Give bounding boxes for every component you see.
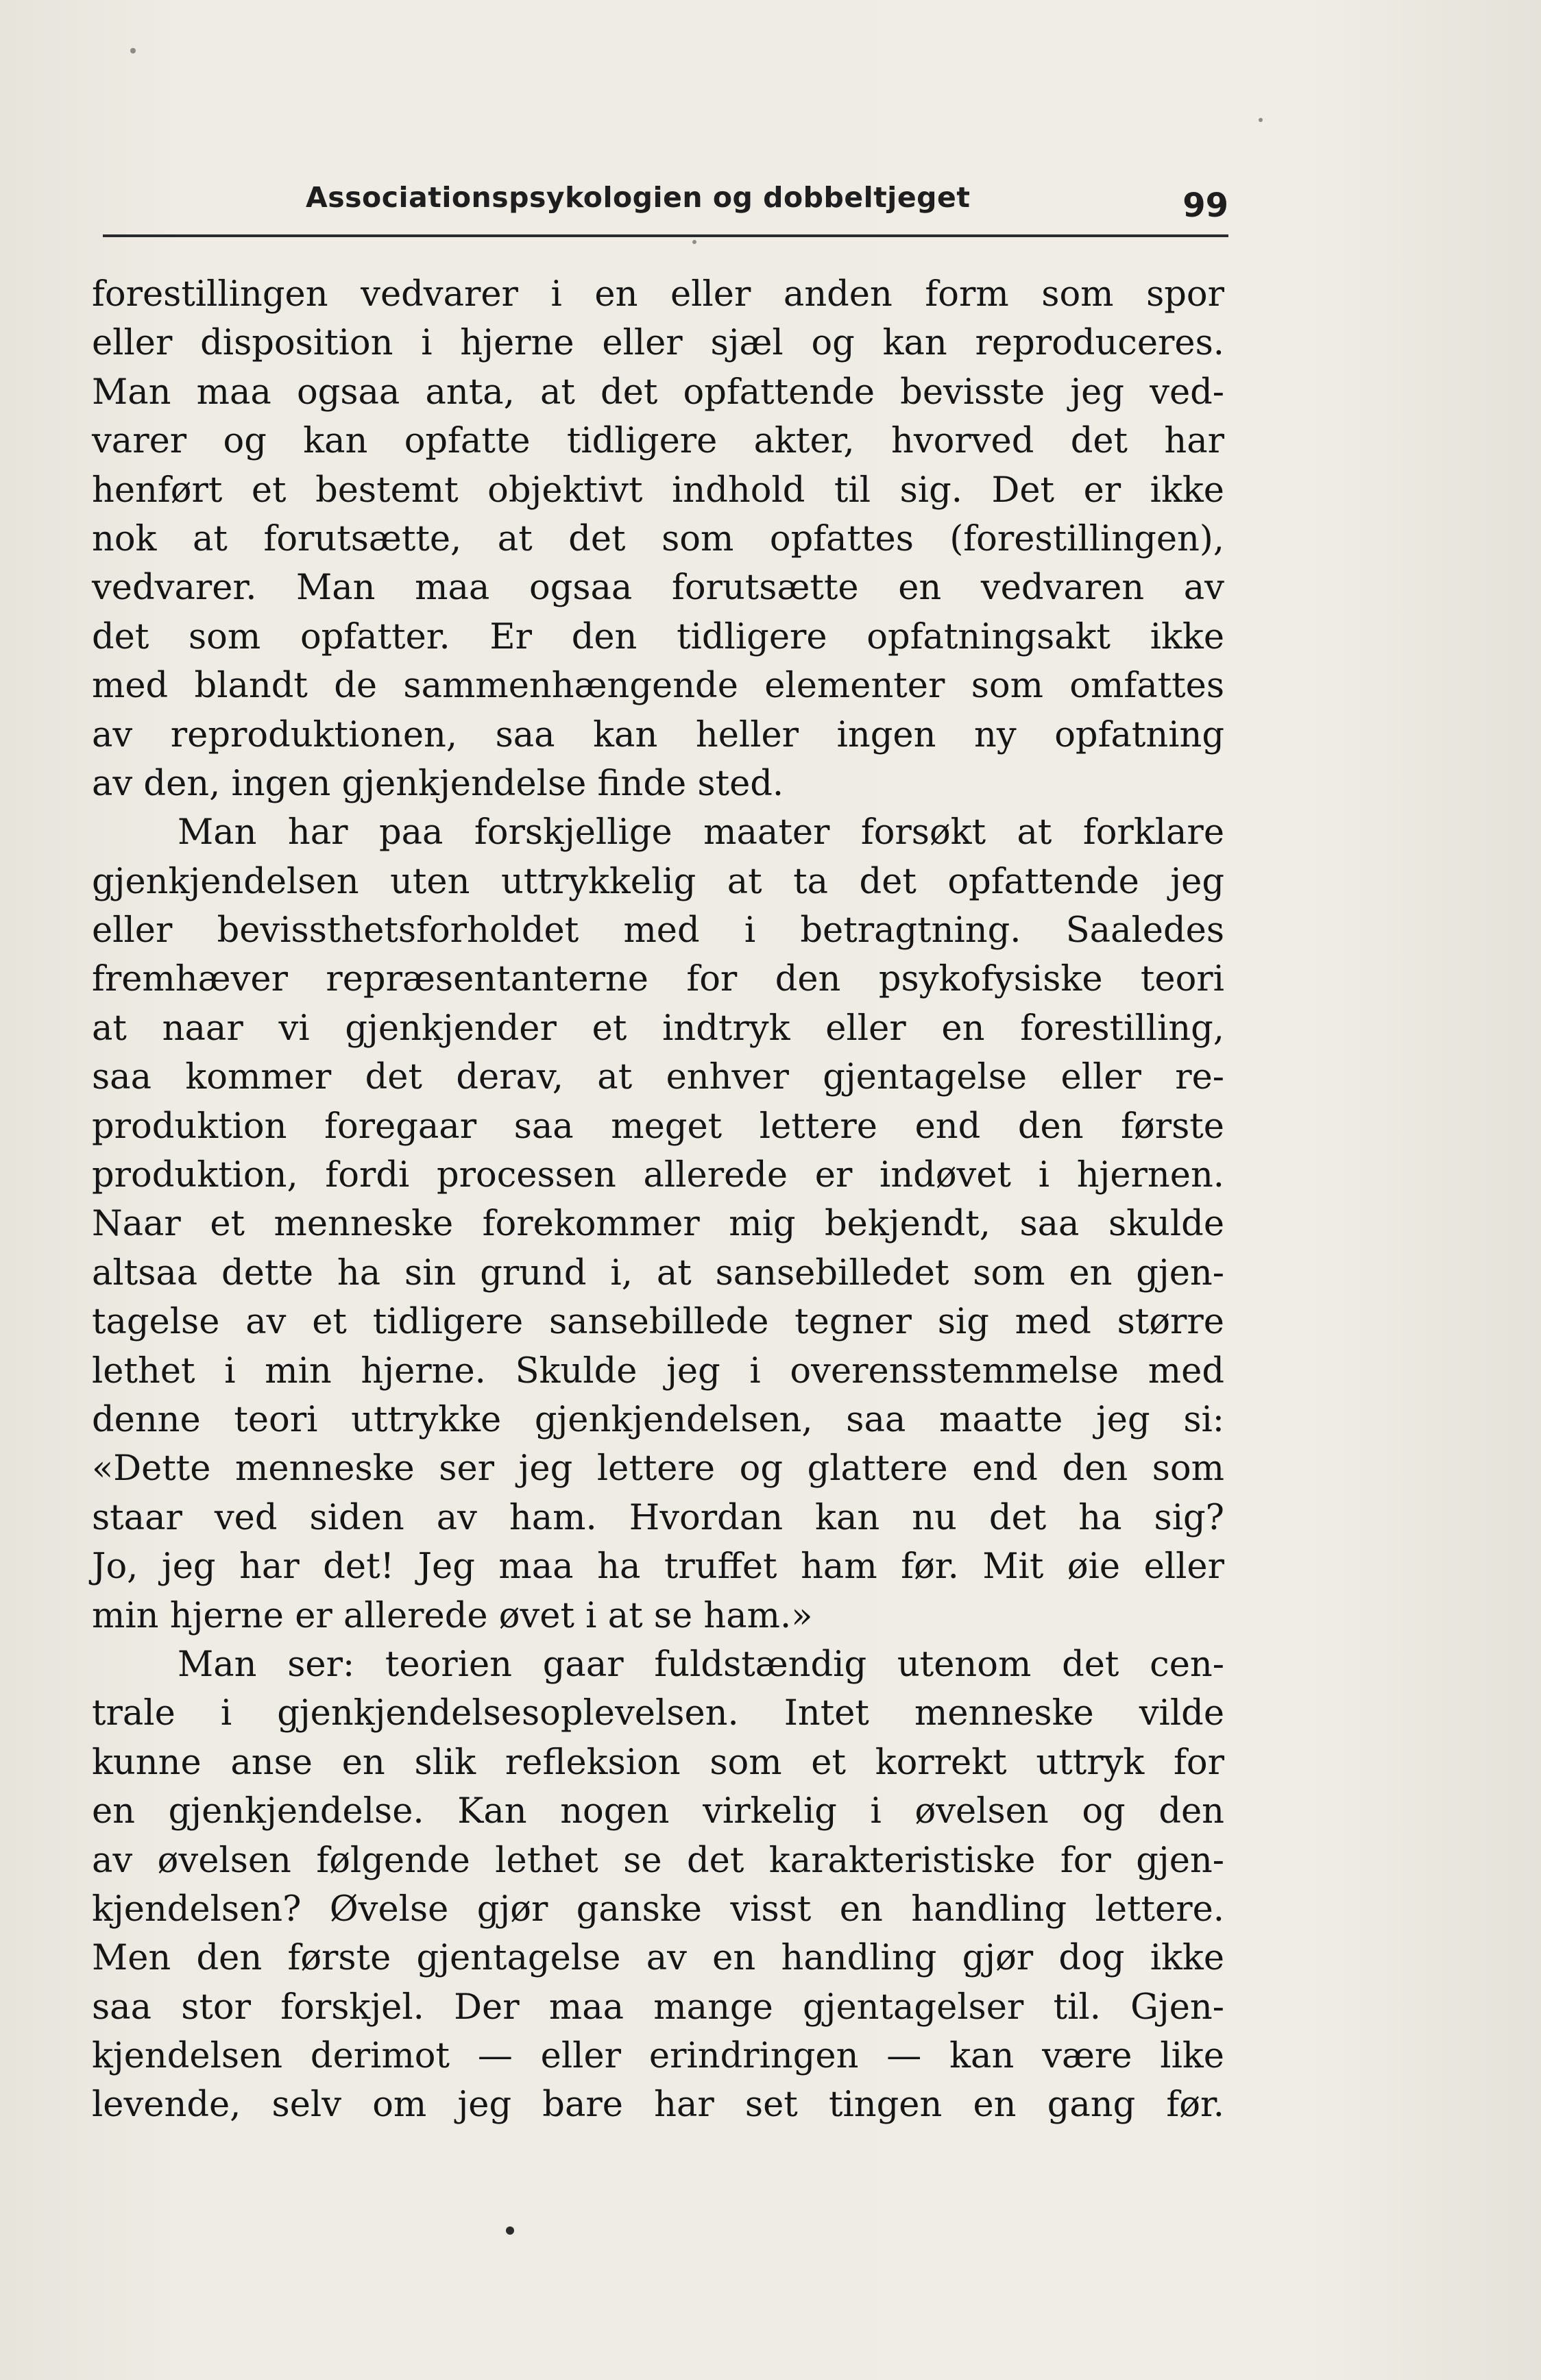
text-line: min hjerne er allerede øvet i at se ham.» (92, 1595, 813, 1636)
text-line: av reproduktionen, saa kan heller ingen ny opfatning (92, 714, 1224, 755)
text-line: henført et bestemt objektivt indhold til sig. Det er ikke (92, 470, 1224, 511)
paper-speck (130, 48, 136, 53)
running-header (103, 180, 1228, 237)
text-line: en gjenkjendelse. Kan nogen virkelig i øvelsen og den (92, 1791, 1224, 1832)
text-line: produktion, fordi processen allerede er indøvet i hjernen. (92, 1155, 1224, 1196)
text-line: altsaa dette ha sin grund i, at sansebilledet som en gjen- (92, 1252, 1224, 1294)
text-line: kunne anse en slik refleksion som et korrekt uttryk for (92, 1742, 1224, 1783)
text-line: av den, ingen gjenkjendelse finde sted. (92, 763, 784, 804)
text-line: gjenkjendelsen uten uttrykkelig at ta det opfattende jeg (92, 861, 1224, 902)
text-line: denne teori uttrykke gjenkjendelsen, saa maatte jeg si: (92, 1399, 1224, 1440)
text-line: Man har paa forskjellige maater forsøkt at forklare (178, 812, 1224, 853)
text-line: saa kommer det derav, at enhver gjentagelse eller re- (92, 1057, 1224, 1098)
text-line: vedvarer. Man maa ogsaa forutsætte en vedvaren av (92, 568, 1224, 609)
text-line: at naar vi gjenkjender et indtryk eller en forestilling, (92, 1008, 1224, 1049)
text-line: fremhæver repræsentanterne for den psykofysiske teori (92, 959, 1224, 1000)
paper-speck (692, 240, 696, 244)
text-line: nok at forutsætte, at det som opfattes (forestillingen), (92, 518, 1224, 559)
text-line: med blandt de sammenhængende elementer som omfattes (92, 666, 1224, 707)
text-line: lethet i min hjerne. Skulde jeg i overensstemmelse med (92, 1350, 1224, 1392)
text-line: eller bevissthetsforholdet med i betragtning. Saaledes (92, 910, 1224, 951)
text-line: Naar et menneske forekommer mig bekjendt, saa skulde (92, 1204, 1224, 1245)
text-line: «Dette menneske ser jeg lettere og glattere end den som (92, 1448, 1224, 1490)
text-line: kjendelsen derimot — eller erindringen — kan være like (92, 2036, 1224, 2077)
text-line: Man maa ogsaa anta, at det opfattende bevisste jeg ved- (92, 372, 1224, 413)
text-line: av øvelsen følgende lethet se det karakteristiske for gjen- (92, 1840, 1224, 1881)
text-line: Jo, jeg har det! Jeg maa ha truffet ham før. Mit øie eller (92, 1546, 1224, 1588)
text-line: det som opfatter. Er den tidligere opfatningsakt ikke (92, 616, 1224, 657)
text-line: saa stor forskjel. Der maa mange gjentagelser til. Gjen- (92, 1987, 1224, 2028)
paper-speck (506, 2226, 514, 2235)
text-line: levende, selv om jeg bare har set tingen en gang før. (92, 2085, 1224, 2126)
text-line: produktion foregaar saa meget lettere end den første (92, 1106, 1224, 1147)
text-line: Men den første gjentagelse av en handling gjør dog ikke (92, 1938, 1224, 1979)
text-line: varer og kan opfatte tidligere akter, hvorved det har (92, 421, 1224, 462)
paper-speck (1259, 118, 1263, 122)
running-title: Associationspsykologien og dobbeltjeget (306, 181, 971, 214)
text-line: tagelse av et tidligere sansebillede tegner sig med større (92, 1302, 1224, 1343)
text-line: Man ser: teorien gaar fuldstændig utenom det cen- (178, 1644, 1224, 1685)
text-line: trale i gjenkjendelsesoplevelsen. Intet menneske vilde (92, 1693, 1224, 1734)
body-text (92, 270, 1224, 2130)
text-line: forestillingen vedvarer i en eller anden form som spor (92, 274, 1224, 315)
text-line: kjendelsen? Øvelse gjør ganske visst en handling lettere. (92, 1889, 1224, 1930)
page-number: 99 (1182, 186, 1228, 225)
text-line: eller disposition i hjerne eller sjæl og kan reproduceres. (92, 323, 1224, 364)
text-line: staar ved siden av ham. Hvordan kan nu det ha sig? (92, 1497, 1224, 1538)
